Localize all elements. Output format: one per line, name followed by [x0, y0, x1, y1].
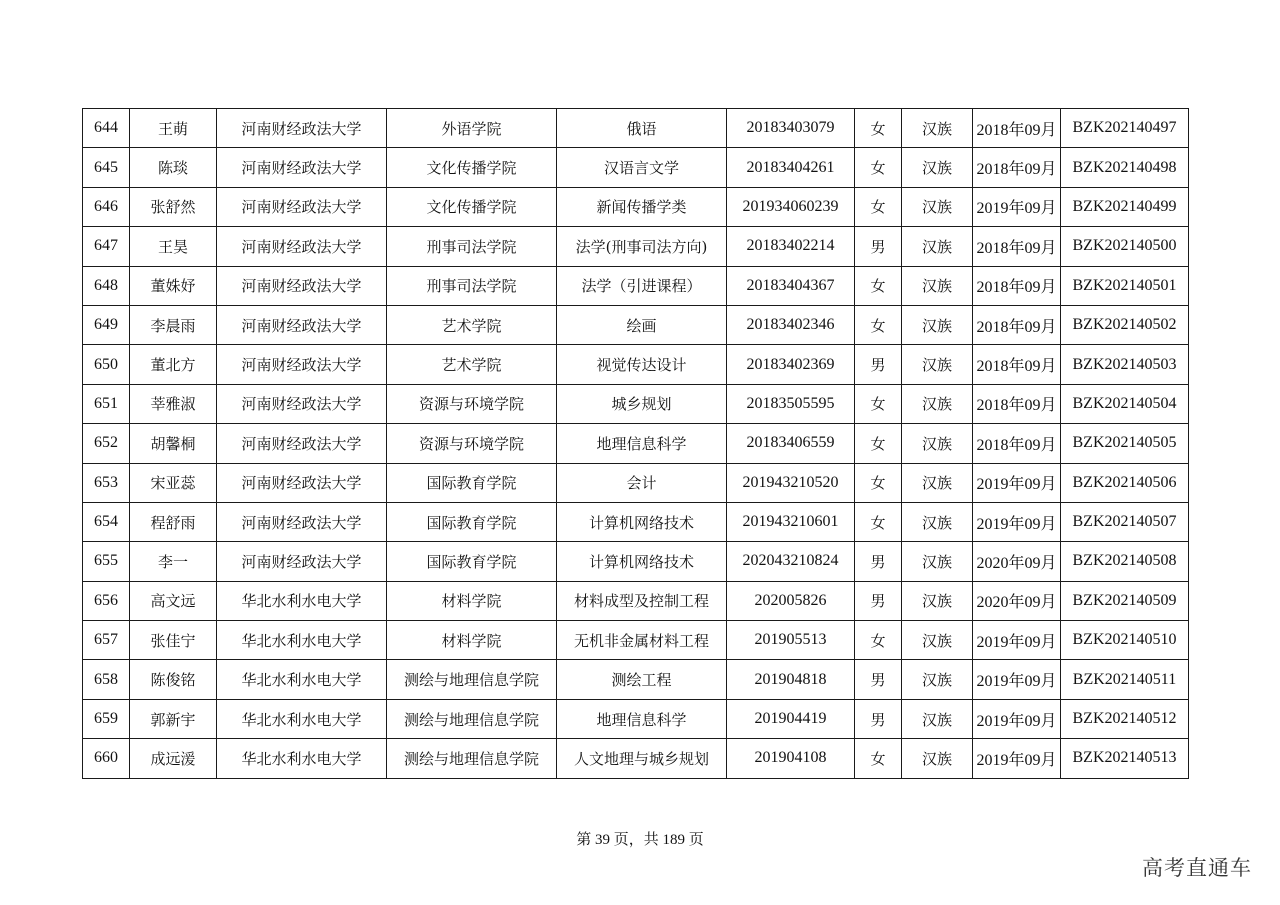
cell-name: 王萌: [130, 109, 217, 148]
cell-ethnicity: 汉族: [902, 699, 973, 738]
cell-index: 655: [83, 542, 130, 581]
cell-major: 无机非金属材料工程: [557, 621, 727, 660]
cell-major: 新闻传播学类: [557, 187, 727, 226]
cell-major: 材料成型及控制工程: [557, 581, 727, 620]
cell-university: 河南财经政法大学: [217, 502, 387, 541]
cell-enroll-date: 2019年09月: [973, 739, 1061, 778]
cell-college: 国际教育学院: [387, 502, 557, 541]
cell-university: 河南财经政法大学: [217, 542, 387, 581]
cell-college: 艺术学院: [387, 345, 557, 384]
cell-major: 测绘工程: [557, 660, 727, 699]
cell-ethnicity: 汉族: [902, 424, 973, 463]
cell-name: 张佳宁: [130, 621, 217, 660]
cell-student-id: 201934060239: [727, 187, 855, 226]
cell-college: 艺术学院: [387, 305, 557, 344]
cell-cert-no: BZK202140511: [1061, 660, 1189, 699]
cell-ethnicity: 汉族: [902, 109, 973, 148]
cell-index: 654: [83, 502, 130, 541]
cell-enroll-date: 2018年09月: [973, 227, 1061, 266]
cell-college: 测绘与地理信息学院: [387, 660, 557, 699]
cell-ethnicity: 汉族: [902, 660, 973, 699]
cell-university: 河南财经政法大学: [217, 187, 387, 226]
cell-cert-no: BZK202140513: [1061, 739, 1189, 778]
cell-gender: 女: [855, 266, 902, 305]
cell-university: 河南财经政法大学: [217, 305, 387, 344]
cell-enroll-date: 2019年09月: [973, 187, 1061, 226]
table-row: [83, 739, 1189, 778]
cell-major: 汉语言文学: [557, 148, 727, 187]
cell-index: 653: [83, 463, 130, 502]
table-row: [83, 621, 1189, 660]
cell-student-id: 202043210824: [727, 542, 855, 581]
cell-enroll-date: 2019年09月: [973, 502, 1061, 541]
cell-name: 陈琰: [130, 148, 217, 187]
cell-index: 645: [83, 148, 130, 187]
table-row: [83, 187, 1189, 226]
table-row: [83, 345, 1189, 384]
cell-major: 俄语: [557, 109, 727, 148]
cell-index: 656: [83, 581, 130, 620]
cell-cert-no: BZK202140507: [1061, 502, 1189, 541]
cell-enroll-date: 2019年09月: [973, 660, 1061, 699]
table-row: [83, 463, 1189, 502]
cell-name: 张舒然: [130, 187, 217, 226]
cell-university: 河南财经政法大学: [217, 148, 387, 187]
table-row: [83, 660, 1189, 699]
cell-gender: 女: [855, 424, 902, 463]
cell-enroll-date: 2018年09月: [973, 109, 1061, 148]
cell-gender: 女: [855, 739, 902, 778]
cell-college: 资源与环境学院: [387, 384, 557, 423]
cell-student-id: 20183403079: [727, 109, 855, 148]
cell-name: 陈俊铭: [130, 660, 217, 699]
cell-enroll-date: 2018年09月: [973, 305, 1061, 344]
table-row: [83, 384, 1189, 423]
cell-cert-no: BZK202140499: [1061, 187, 1189, 226]
cell-student-id: 20183402369: [727, 345, 855, 384]
cell-university: 河南财经政法大学: [217, 227, 387, 266]
cell-gender: 女: [855, 109, 902, 148]
cell-major: 法学(刑事司法方向): [557, 227, 727, 266]
cell-student-id: 20183404367: [727, 266, 855, 305]
cell-cert-no: BZK202140497: [1061, 109, 1189, 148]
cell-major: 视觉传达设计: [557, 345, 727, 384]
cell-university: 华北水利水电大学: [217, 739, 387, 778]
table-row: [83, 148, 1189, 187]
cell-enroll-date: 2019年09月: [973, 699, 1061, 738]
cell-cert-no: BZK202140505: [1061, 424, 1189, 463]
cell-name: 成远湲: [130, 739, 217, 778]
cell-ethnicity: 汉族: [902, 187, 973, 226]
cell-college: 测绘与地理信息学院: [387, 739, 557, 778]
cell-college: 国际教育学院: [387, 542, 557, 581]
cell-name: 程舒雨: [130, 502, 217, 541]
cell-student-id: 20183505595: [727, 384, 855, 423]
cell-cert-no: BZK202140504: [1061, 384, 1189, 423]
cell-university: 河南财经政法大学: [217, 463, 387, 502]
cell-gender: 女: [855, 463, 902, 502]
cell-name: 董姝妤: [130, 266, 217, 305]
cell-index: 659: [83, 699, 130, 738]
cell-student-id: 201904419: [727, 699, 855, 738]
cell-cert-no: BZK202140498: [1061, 148, 1189, 187]
table-row: [83, 502, 1189, 541]
cell-ethnicity: 汉族: [902, 345, 973, 384]
cell-index: 649: [83, 305, 130, 344]
cell-gender: 男: [855, 542, 902, 581]
table-row: [83, 266, 1189, 305]
cell-index: 646: [83, 187, 130, 226]
cell-ethnicity: 汉族: [902, 621, 973, 660]
cell-ethnicity: 汉族: [902, 227, 973, 266]
cell-ethnicity: 汉族: [902, 502, 973, 541]
cell-cert-no: BZK202140508: [1061, 542, 1189, 581]
cell-enroll-date: 2018年09月: [973, 266, 1061, 305]
cell-university: 华北水利水电大学: [217, 581, 387, 620]
cell-gender: 男: [855, 227, 902, 266]
cell-name: 莘雅淑: [130, 384, 217, 423]
cell-student-id: 20183406559: [727, 424, 855, 463]
cell-gender: 女: [855, 621, 902, 660]
table-row: [83, 542, 1189, 581]
cell-university: 华北水利水电大学: [217, 660, 387, 699]
cell-ethnicity: 汉族: [902, 542, 973, 581]
cell-university: 河南财经政法大学: [217, 424, 387, 463]
cell-ethnicity: 汉族: [902, 384, 973, 423]
cell-major: 绘画: [557, 305, 727, 344]
table-row: [83, 699, 1189, 738]
cell-index: 652: [83, 424, 130, 463]
cell-ethnicity: 汉族: [902, 463, 973, 502]
cell-ethnicity: 汉族: [902, 581, 973, 620]
cell-index: 658: [83, 660, 130, 699]
cell-college: 材料学院: [387, 581, 557, 620]
cell-college: 材料学院: [387, 621, 557, 660]
cell-student-id: 201904818: [727, 660, 855, 699]
cell-name: 董北方: [130, 345, 217, 384]
cell-student-id: 20183404261: [727, 148, 855, 187]
cell-major: 城乡规划: [557, 384, 727, 423]
cell-major: 地理信息科学: [557, 699, 727, 738]
cell-major: 计算机网络技术: [557, 502, 727, 541]
cell-index: 648: [83, 266, 130, 305]
cell-cert-no: BZK202140506: [1061, 463, 1189, 502]
table-row: [83, 109, 1189, 148]
cell-university: 河南财经政法大学: [217, 109, 387, 148]
cell-gender: 男: [855, 660, 902, 699]
cell-student-id: 201905513: [727, 621, 855, 660]
cell-university: 河南财经政法大学: [217, 345, 387, 384]
cell-enroll-date: 2020年09月: [973, 581, 1061, 620]
cell-cert-no: BZK202140502: [1061, 305, 1189, 344]
cell-enroll-date: 2018年09月: [973, 345, 1061, 384]
cell-gender: 女: [855, 187, 902, 226]
table-body: [83, 109, 1189, 779]
cell-college: 外语学院: [387, 109, 557, 148]
cell-name: 郭新宇: [130, 699, 217, 738]
cell-cert-no: BZK202140501: [1061, 266, 1189, 305]
cell-enroll-date: 2018年09月: [973, 424, 1061, 463]
page-number: 第 39 页，共 189 页: [576, 832, 704, 848]
cell-index: 651: [83, 384, 130, 423]
cell-university: 华北水利水电大学: [217, 699, 387, 738]
cell-index: 660: [83, 739, 130, 778]
cell-major: 法学（引进课程）: [557, 266, 727, 305]
cell-major: 地理信息科学: [557, 424, 727, 463]
cell-name: 胡馨桐: [130, 424, 217, 463]
cell-college: 文化传播学院: [387, 187, 557, 226]
cell-enroll-date: 2020年09月: [973, 542, 1061, 581]
cell-name: 李一: [130, 542, 217, 581]
cell-gender: 女: [855, 502, 902, 541]
cell-cert-no: BZK202140509: [1061, 581, 1189, 620]
cell-college: 刑事司法学院: [387, 266, 557, 305]
cell-student-id: 20183402346: [727, 305, 855, 344]
cell-cert-no: BZK202140500: [1061, 227, 1189, 266]
cell-index: 650: [83, 345, 130, 384]
cell-gender: 男: [855, 699, 902, 738]
cell-name: 高文远: [130, 581, 217, 620]
cell-major: 会计: [557, 463, 727, 502]
cell-cert-no: BZK202140512: [1061, 699, 1189, 738]
cell-enroll-date: 2019年09月: [973, 621, 1061, 660]
cell-university: 河南财经政法大学: [217, 266, 387, 305]
cell-college: 测绘与地理信息学院: [387, 699, 557, 738]
cell-university: 河南财经政法大学: [217, 384, 387, 423]
cell-major: 计算机网络技术: [557, 542, 727, 581]
cell-gender: 男: [855, 345, 902, 384]
cell-index: 644: [83, 109, 130, 148]
cell-student-id: 202005826: [727, 581, 855, 620]
cell-ethnicity: 汉族: [902, 305, 973, 344]
cell-index: 647: [83, 227, 130, 266]
cell-college: 资源与环境学院: [387, 424, 557, 463]
cell-university: 华北水利水电大学: [217, 621, 387, 660]
cell-major: 人文地理与城乡规划: [557, 739, 727, 778]
cell-ethnicity: 汉族: [902, 148, 973, 187]
cell-student-id: 20183402214: [727, 227, 855, 266]
watermark-logo-text: 高考直通车: [1142, 856, 1252, 880]
cell-college: 刑事司法学院: [387, 227, 557, 266]
cell-index: 657: [83, 621, 130, 660]
cell-student-id: 201943210601: [727, 502, 855, 541]
table-row: [83, 424, 1189, 463]
cell-cert-no: BZK202140503: [1061, 345, 1189, 384]
cell-college: 文化传播学院: [387, 148, 557, 187]
cell-ethnicity: 汉族: [902, 739, 973, 778]
cell-student-id: 201904108: [727, 739, 855, 778]
cell-name: 宋亚蕊: [130, 463, 217, 502]
cell-name: 王昊: [130, 227, 217, 266]
cell-gender: 女: [855, 384, 902, 423]
table-row: [83, 227, 1189, 266]
cell-enroll-date: 2019年09月: [973, 463, 1061, 502]
cell-cert-no: BZK202140510: [1061, 621, 1189, 660]
cell-gender: 女: [855, 148, 902, 187]
table-row: [83, 305, 1189, 344]
table-row: [83, 581, 1189, 620]
student-roster-table: [82, 108, 1189, 779]
cell-gender: 女: [855, 305, 902, 344]
cell-college: 国际教育学院: [387, 463, 557, 502]
cell-name: 李晨雨: [130, 305, 217, 344]
cell-enroll-date: 2018年09月: [973, 148, 1061, 187]
cell-student-id: 201943210520: [727, 463, 855, 502]
cell-ethnicity: 汉族: [902, 266, 973, 305]
cell-enroll-date: 2018年09月: [973, 384, 1061, 423]
cell-gender: 男: [855, 581, 902, 620]
